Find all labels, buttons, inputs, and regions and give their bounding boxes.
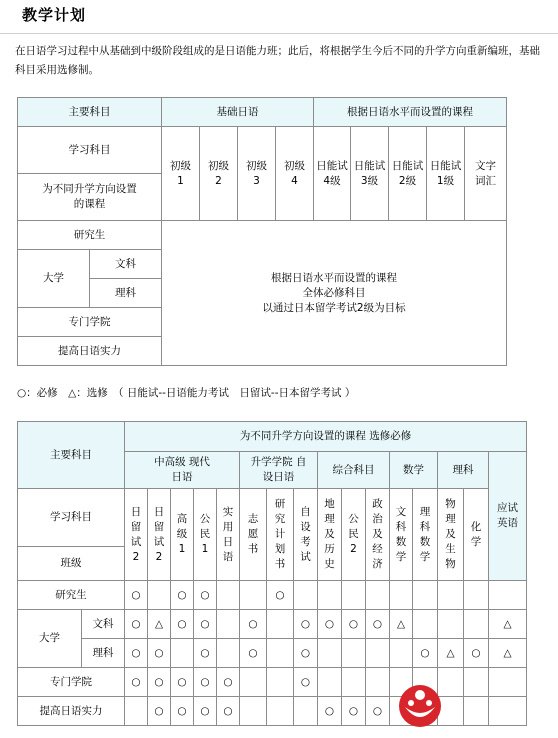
t2-row-label: 文科 xyxy=(82,610,125,639)
t2-cell: ○ xyxy=(125,668,148,697)
t2-cell: ○ xyxy=(294,668,318,697)
t2-cell xyxy=(438,610,464,639)
t2-cell xyxy=(413,610,438,639)
t2-cell: ○ xyxy=(294,639,318,668)
t2-cell xyxy=(217,581,240,610)
t2-cell xyxy=(318,581,342,610)
t2-col: 文科数学 xyxy=(390,489,413,581)
t2-cell xyxy=(267,639,294,668)
t2-cell: ○ xyxy=(125,610,148,639)
t2-cell: ○ xyxy=(294,610,318,639)
t1-header-basic: 基础日语 xyxy=(162,98,314,127)
t2-row-univ: 大学 xyxy=(18,610,82,668)
t2-col: 研究计划书 xyxy=(267,489,294,581)
t2-cell xyxy=(489,697,527,726)
t1-row-lit: 文科 xyxy=(90,250,162,279)
t2-cell: ○ xyxy=(366,610,390,639)
t2-cell: ○ xyxy=(171,610,194,639)
t2-header-courses: 为不同升学方向设置的课程 选修必修 xyxy=(125,422,527,452)
t1-row-sci: 理科 xyxy=(90,279,162,308)
t2-cell xyxy=(342,581,366,610)
t2-class-label: 班级 xyxy=(18,547,125,581)
t2-cell xyxy=(318,668,342,697)
t2-cell xyxy=(148,581,171,610)
t2-col: 理科数学 xyxy=(413,489,438,581)
t2-cell: ○ xyxy=(171,697,194,726)
t2-cell xyxy=(240,581,267,610)
t2-cell: ○ xyxy=(342,697,366,726)
t2-cell: ○ xyxy=(217,697,240,726)
legend-note: ○：必修 △：选修 （ 日能试--日语能力考试 日留试--日本留学考试 ） xyxy=(17,387,356,399)
t2-row-lit xyxy=(18,610,527,639)
t2-cell: ○ xyxy=(148,668,171,697)
t2-col: 志愿书 xyxy=(240,489,267,581)
t2-col: 日留试2 xyxy=(148,489,171,581)
t1-subject: 日能试 1级 xyxy=(427,127,465,221)
t2-cell xyxy=(240,697,267,726)
t1-subject: 日能试 2级 xyxy=(389,127,427,221)
t2-cell xyxy=(217,610,240,639)
t2-cell: ○ xyxy=(125,581,148,610)
t2-cell: ○ xyxy=(240,639,267,668)
t2-cell: △ xyxy=(489,610,527,639)
t2-cell: ○ xyxy=(342,610,366,639)
t1-header-main: 主要科目 xyxy=(18,98,162,127)
t2-col: 公民2 xyxy=(342,489,366,581)
t2-cell: △ xyxy=(390,610,413,639)
t2-cell: ○ xyxy=(318,697,342,726)
t2-cell xyxy=(489,581,527,610)
t2-cell xyxy=(267,668,294,697)
t2-row-label: 提高日语实力 xyxy=(18,697,125,726)
t2-group-sci: 理科 xyxy=(438,452,489,489)
t2-cell: ○ xyxy=(194,697,217,726)
t2-col: 政治及经济 xyxy=(366,489,390,581)
t2-cell: ○ xyxy=(240,610,267,639)
t1-row-grad: 研究生 xyxy=(18,221,162,250)
t2-cell xyxy=(294,581,318,610)
t2-cell: ○ xyxy=(194,639,217,668)
t1-subject: 初级 4 xyxy=(276,127,314,221)
t2-cell: △ xyxy=(489,639,527,668)
t2-row-label: 专门学院 xyxy=(18,668,125,697)
t1-common-note: 根据日语水平而设置的课程 全体必修科目 以通过日本留学考试2级为目标 xyxy=(162,221,507,366)
t2-col: 地理及历史 xyxy=(318,489,342,581)
t2-col: 物理及生物 xyxy=(438,489,464,581)
t2-cell xyxy=(413,581,438,610)
t1-subject: 初级 3 xyxy=(238,127,276,221)
t2-cell: ○ xyxy=(366,697,390,726)
t2-cell xyxy=(438,581,464,610)
t2-cell: ○ xyxy=(413,639,438,668)
t2-cell xyxy=(366,668,390,697)
t2-col: 日留试2 xyxy=(125,489,148,581)
t2-cell xyxy=(240,668,267,697)
t2-col: 自设考试 xyxy=(294,489,318,581)
t2-cell: △ xyxy=(148,610,171,639)
t2-cell xyxy=(489,668,527,697)
t2-cell xyxy=(342,639,366,668)
t1-subject: 初级 1 xyxy=(162,127,200,221)
t1-row-voc: 专门学院 xyxy=(18,308,162,337)
t2-cell xyxy=(464,697,489,726)
t2-cell: ○ xyxy=(148,697,171,726)
t2-cell: ○ xyxy=(194,668,217,697)
t2-cell xyxy=(318,639,342,668)
t2-cell xyxy=(267,697,294,726)
t2-cell xyxy=(171,639,194,668)
t2-group-mid: 中高级 现代日语 xyxy=(125,452,240,489)
t2-col: 高级1 xyxy=(171,489,194,581)
t2-cell xyxy=(342,668,366,697)
t2-cell: △ xyxy=(438,639,464,668)
t2-header-exam-english: 应试 英语 xyxy=(489,452,527,581)
t2-cell xyxy=(464,668,489,697)
t1-subject: 日能试 3级 xyxy=(351,127,389,221)
t2-cell: ○ xyxy=(148,639,171,668)
t2-row-sci xyxy=(18,639,527,668)
t2-group-comp: 综合科目 xyxy=(318,452,390,489)
t2-cell: ○ xyxy=(464,639,489,668)
t2-cell xyxy=(464,610,489,639)
t2-cell xyxy=(217,639,240,668)
t1-courses-label: 为不同升学方向设置的课程 xyxy=(18,174,162,221)
t2-row-label: 研究生 xyxy=(18,581,125,610)
elective-curriculum-table xyxy=(17,421,527,726)
page-title: 教学计划 xyxy=(22,6,87,24)
t2-cell xyxy=(390,581,413,610)
t1-subject: 日能试 4级 xyxy=(314,127,351,221)
intro-paragraph: 在日语学习过程中从基础到中级阶段组成的是日语能力班；此后，将根据学生今后不同的升学方向重新编班，基础科目采用选修制。 xyxy=(15,45,540,76)
t2-cell: ○ xyxy=(318,610,342,639)
t2-row-voc xyxy=(18,668,527,697)
t1-row-univ: 大学 xyxy=(18,250,90,308)
t2-row-label: 理科 xyxy=(82,639,125,668)
t2-cell: ○ xyxy=(125,639,148,668)
t2-cell xyxy=(294,697,318,726)
title-divider xyxy=(0,33,558,34)
t2-cell xyxy=(125,697,148,726)
t2-cell: ○ xyxy=(267,581,294,610)
t2-cell xyxy=(366,639,390,668)
t2-cell: ○ xyxy=(194,610,217,639)
t1-header-level: 根据日语水平而设置的课程 xyxy=(314,98,507,127)
t2-row-improve xyxy=(18,697,527,726)
t2-cell xyxy=(267,610,294,639)
t2-header-main: 主要科目 xyxy=(18,422,125,489)
t1-row-improve: 提高日语实力 xyxy=(18,337,162,366)
t2-group-school: 升学学院 自设日语 xyxy=(240,452,318,489)
t2-group-math: 数学 xyxy=(390,452,438,489)
t2-col: 公民1 xyxy=(194,489,217,581)
t2-row-grad xyxy=(18,581,527,610)
t2-cell xyxy=(366,581,390,610)
watermark-logo-icon xyxy=(397,683,443,729)
t1-study-subjects: 学习科目 xyxy=(18,127,162,174)
t1-subject: 初级 2 xyxy=(200,127,238,221)
t2-cell: ○ xyxy=(217,668,240,697)
t2-col: 实用日语 xyxy=(217,489,240,581)
t2-cell: ○ xyxy=(171,581,194,610)
t2-cell xyxy=(464,581,489,610)
t2-study-subjects: 学习科目 xyxy=(18,489,125,547)
basic-curriculum-table xyxy=(17,97,507,366)
t1-subject: 文字 词汇 xyxy=(465,127,507,221)
t2-cell: ○ xyxy=(194,581,217,610)
t2-cell xyxy=(390,639,413,668)
t2-cell: ○ xyxy=(171,668,194,697)
t2-col: 化学 xyxy=(464,489,489,581)
